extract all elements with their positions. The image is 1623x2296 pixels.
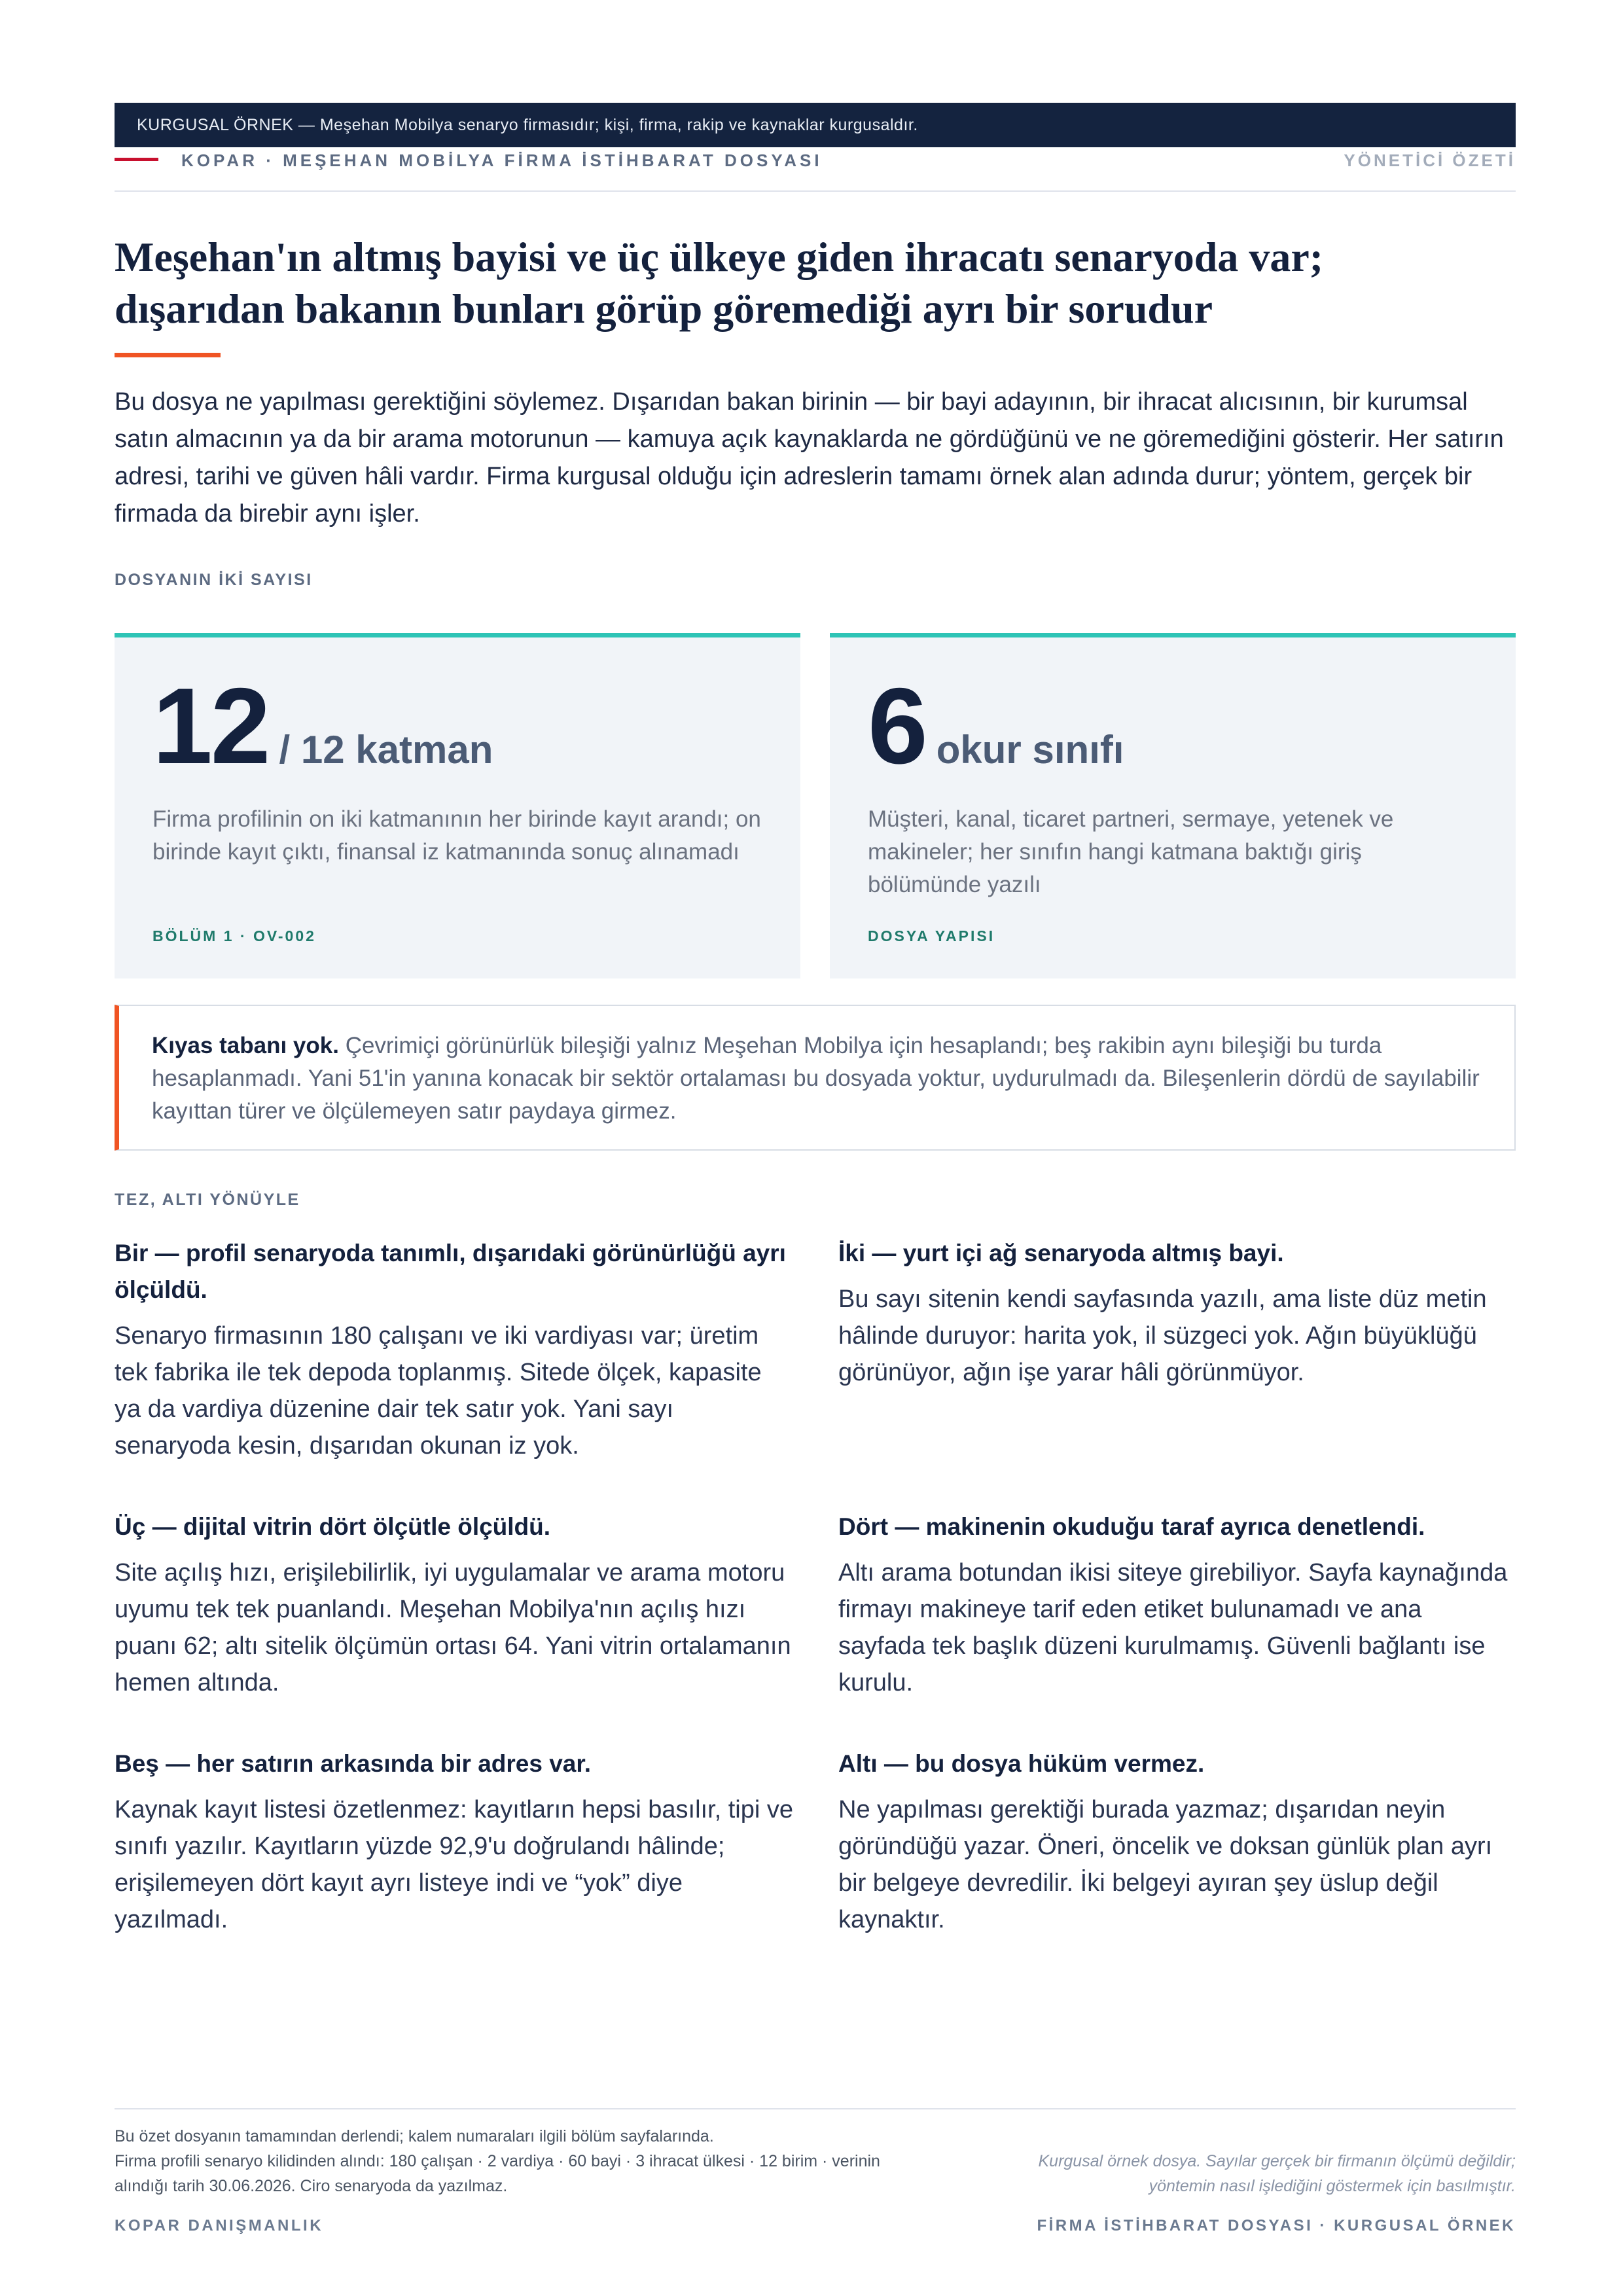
thesis-item-1: [115, 1235, 794, 1464]
footer-document-label: FİRMA İSTİHBARAT DOSYASI · KURGUSAL ÖRNEK: [1037, 2217, 1516, 2234]
thesis-item-body: Bu sayı sitenin kendi sayfasında yazılı, ama liste düz metin hâlinde duruyor: harita yok, il süzgeci yok. Ağın büyüklüğü görünüyor, ağın işe yarar hâli görünmüyor.: [838, 1285, 1487, 1386]
stat-number: 6: [868, 666, 926, 786]
stat-card-readers: [830, 633, 1516, 978]
running-header-section: YÖNETİCİ ÖZETİ: [1344, 151, 1516, 170]
footer-brand: KOPAR DANIŞMANLIK: [115, 2217, 324, 2234]
intro-paragraph: Bu dosya ne yapılması gerektiğini söylemez. Dışarıdan bakan birinin — bir bayi adayının, bir ihracat alıcısının, bir kurumsal satın almacının ya da bir arama motorunun — kamuya açık kaynaklarda ne gördüğünü ve ne göremediğini gösterir. Her satırın adresi, tarihi ve güven hâli vardır. Firma kurgusal olduğu için adreslerin tamamı örnek alan adında durur; yöntem, gerçek bir firmada da birebir aynı işler.: [115, 388, 1504, 528]
thesis-item-heading: Dört — makinenin okuduğu taraf ayrıca denetlendi.: [838, 1513, 1425, 1540]
stat-figure: [868, 666, 1124, 786]
header-divider: [115, 190, 1516, 192]
stat-description: Firma profilinin on iki katmanının her birinde kayıt arandı; on birinde kayıt çıktı, finansal iz katmanında sonuç alınamadı: [152, 806, 761, 865]
header-accent-bar: [115, 158, 158, 161]
page-title: [115, 231, 1516, 334]
stat-card-layers: [115, 633, 800, 978]
thesis-item-3: [115, 1509, 794, 1701]
callout-text: Çevrimiçi görünürlük bileşiği yalnız Meşehan Mobilya için hesaplandı; beş rakibin aynı bileşiği bu turda hesaplanmadı. Yani 51'in yanına konacak bir sektör ortalaması bu dosyada yoktur, uydurulmadı da. Bileşenlerin dördü de sayılabilir kayıttan türer ve ölçülemeyen satır paydaya girmez.: [152, 1033, 1480, 1124]
thesis-item-body: Altı arama botundan ikisi siteye girebiliyor. Sayfa kaynağında firmayı makineye tarif eden etiket bulunamadı ve ana sayfada tek başlık düzeni kurulmamış. Güvenli bağlantı ise kurulu.: [838, 1559, 1508, 1696]
stat-number: 12: [152, 666, 269, 786]
thesis-item-heading: Beş — her satırın arkasında bir adres var.: [115, 1750, 592, 1777]
fiction-banner: [115, 103, 1516, 147]
running-header-title: KOPAR · MEŞEHAN MOBİLYA FİRMA İSTİHBARAT DOSYASI: [181, 151, 823, 170]
thesis-item-body: Ne yapılması gerektiği burada yazmaz; dışarıdan neyin göründüğü yazar. Öneri, öncelik ve doksan günlük plan ayrı bir belgeye devredilir. İki belgeyi ayıran şey üslup değil kaynaktır.: [838, 1796, 1493, 1933]
thesis-item-heading: Üç — dijital vitrin dört ölçütle ölçüldü.: [115, 1513, 551, 1540]
thesis-item-5: [115, 1746, 794, 1938]
stat-source-tag: DOSYA YAPISI: [868, 927, 995, 944]
thesis-item-body: Kaynak kayıt listesi özetlenmez: kayıtların hepsi basılır, tipi ve sınıfı yazılır. Kayıtların yüzde 92,9'u doğrulandı hâlinde; erişilemeyen dört kayıt ayrı listeye indi ve “yok” diye yazılmadı.: [115, 1796, 794, 1933]
page-title-line-1: Meşehan'ın altmış bayisi ve üç ülkeye giden ihracatı senaryoda var;: [115, 234, 1324, 280]
thesis-item-body: Senaryo firmasının 180 çalışanı ve iki vardiyası var; üretim tek fabrika ile tek depoda toplanmış. Sitede ölçek, kapasite ya da vardiya düzenine dair tek satır yok. Yani sayı senaryoda kesin, dışarıdan okunan iz yok.: [115, 1322, 762, 1460]
stats-heading: DOSYANIN İKİ SAYISI: [115, 571, 313, 589]
thesis-item-body: Site açılış hızı, erişilebilirlik, iyi uygulamalar ve arama motoru uyumu tek tek puanlandı. Meşehan Mobilya'nın açılış hızı puanı 62; altı sitelik ölçümün ortası 64. Yani vitrin ortalamanın hemen altında.: [115, 1559, 791, 1696]
thesis-heading: TEZ, ALTI YÖNÜYLE: [115, 1191, 300, 1209]
stat-description: Müşteri, kanal, ticaret partneri, sermaye, yetenek ve makineler; her sınıfın hangi katmana baktığı giriş bölümünde yazılı: [868, 806, 1394, 897]
footer-disclaimer: Kurgusal örnek dosya. Sayılar gerçek bir firmanın ölçümü değildir; yöntemin nasıl işlediğini göstermek için basılmıştır.: [1038, 2152, 1516, 2195]
thesis-item-heading: Bir — profil senaryoda tanımlı, dışarıdaki görünürlüğü ayrı ölçüldü.: [115, 1240, 786, 1303]
stat-unit: okur sınıfı: [936, 728, 1124, 772]
thesis-item-6: [838, 1746, 1516, 1938]
footer-note: [115, 2124, 926, 2198]
footer-note-line-1: Bu özet dosyanın tamamından derlendi; kalem numaraları ilgili bölüm sayfalarında.: [115, 2127, 714, 2145]
callout-lead: Kıyas tabanı yok.: [152, 1033, 339, 1058]
stat-unit: / 12 katman: [279, 728, 493, 772]
footer-note-line-2: Firma profili senaryo kilidinden alındı: 180 çalışan · 2 vardiya · 60 bayi · 3 ihracat ülkesi · 12 birim · verinin alındığı tarih 30.06.2026. Ciro senaryoda da yazılmaz.: [115, 2152, 880, 2195]
thesis-item-4: [838, 1509, 1516, 1701]
stat-source-tag: BÖLÜM 1 · OV-002: [152, 927, 316, 944]
page-title-line-2: dışarıdan bakanın bunları görüp göremediği ayrı bir sorudur: [115, 285, 1213, 332]
thesis-item-heading: İki — yurt içi ağ senaryoda altmış bayi.: [838, 1240, 1284, 1266]
fiction-banner-text: KURGUSAL ÖRNEK — Meşehan Mobilya senaryo firmasıdır; kişi, firma, rakip ve kaynaklar kurgusaldır.: [137, 115, 918, 134]
thesis-item-heading: Altı — bu dosya hüküm vermez.: [838, 1750, 1205, 1777]
footer-divider: [115, 2108, 1516, 2109]
stat-figure: [152, 666, 493, 786]
title-underline: [115, 353, 221, 357]
baseline-callout: [115, 1005, 1516, 1151]
thesis-item-2: [838, 1235, 1516, 1391]
